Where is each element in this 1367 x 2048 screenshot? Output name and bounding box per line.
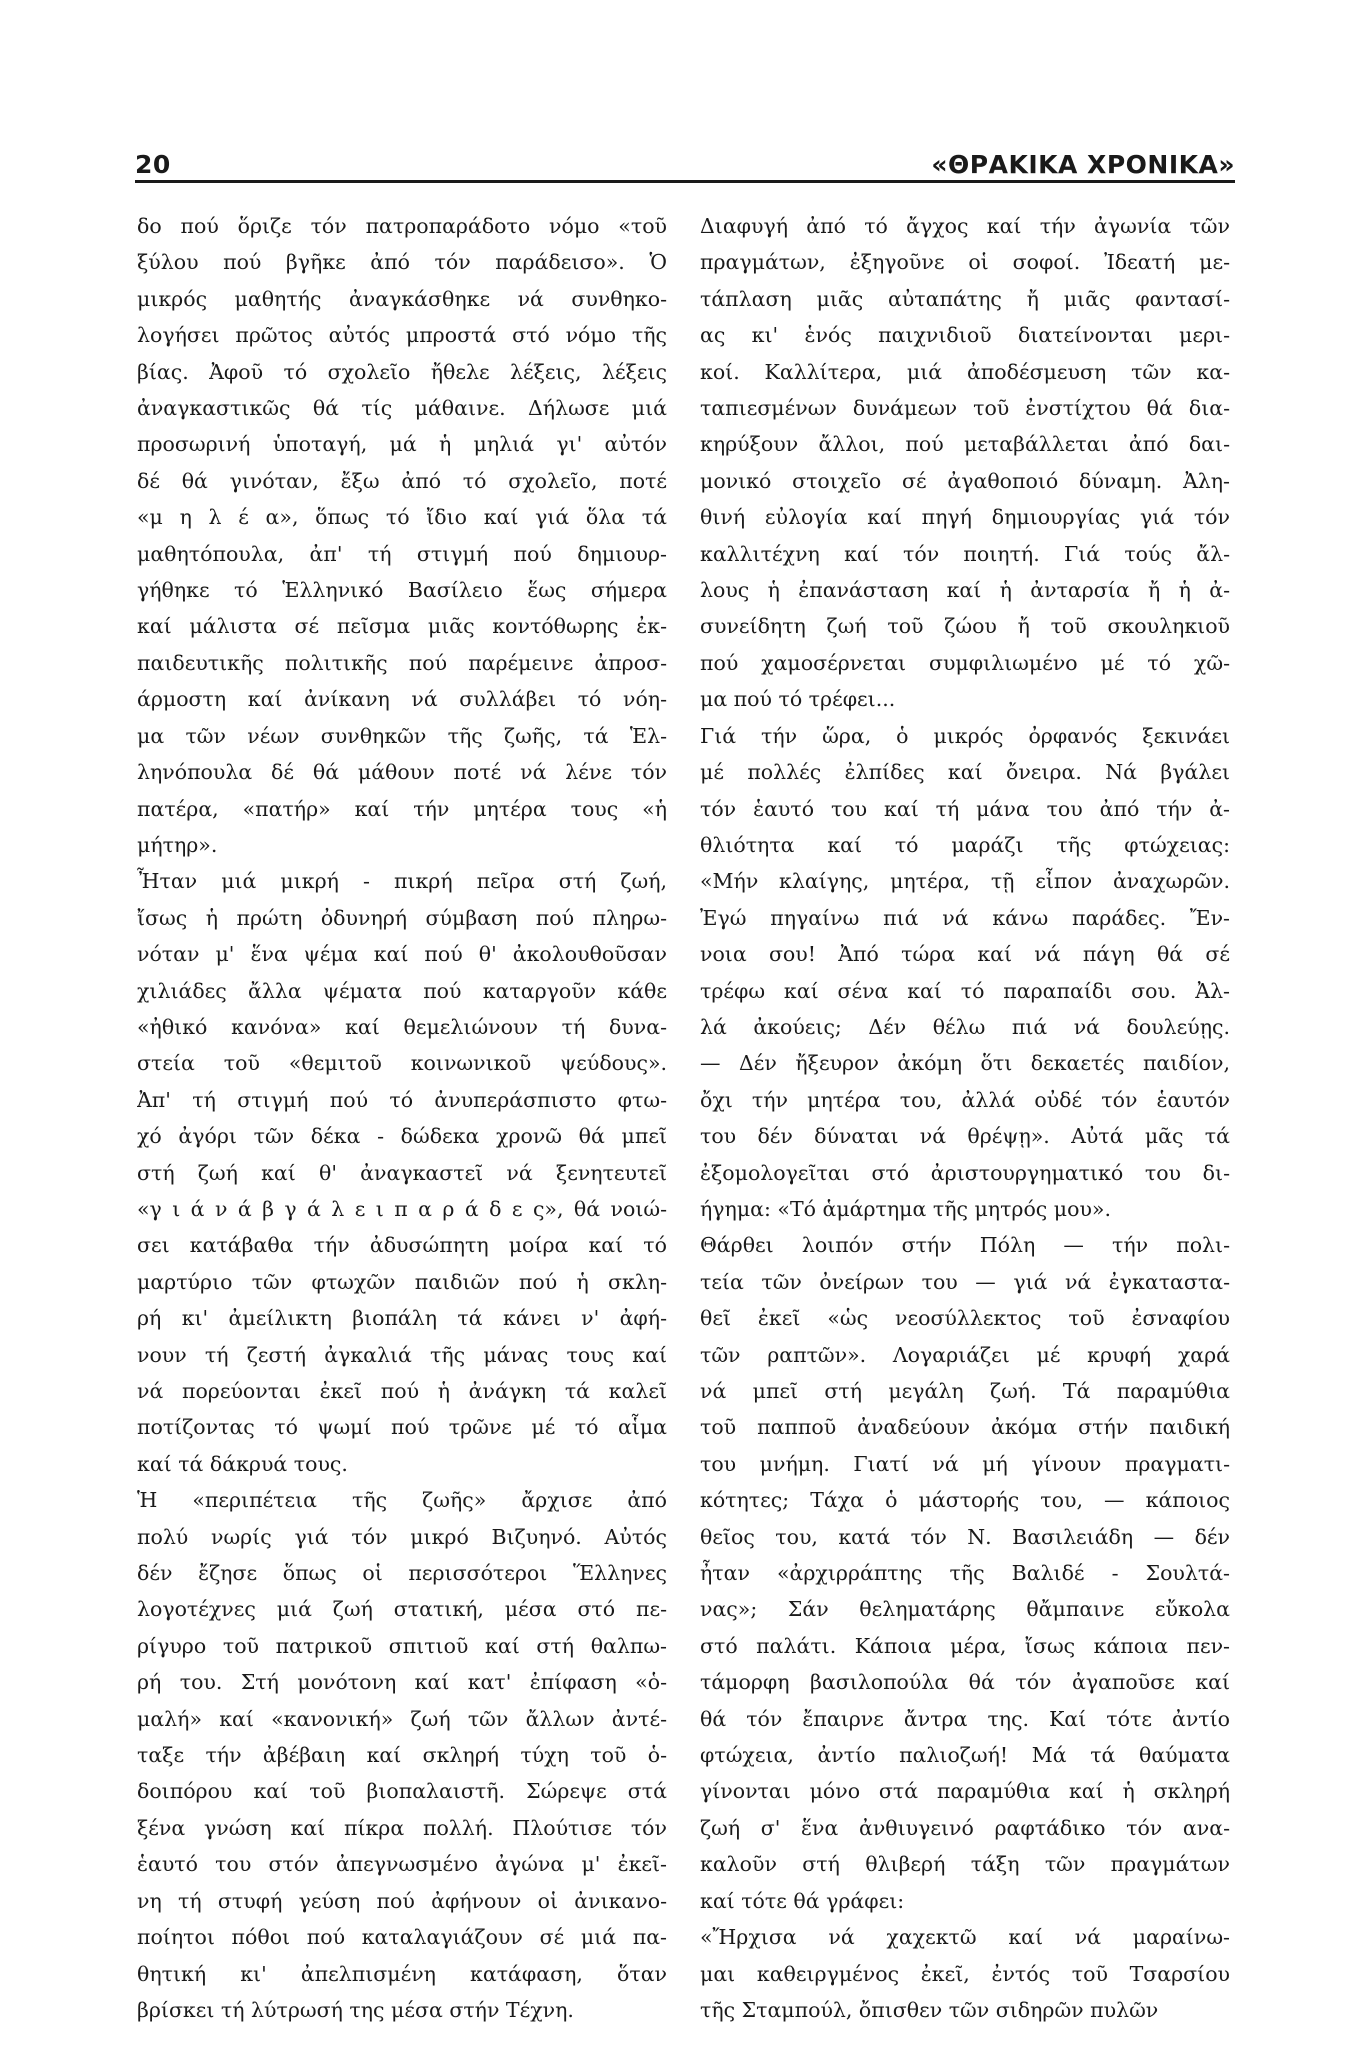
text-line: μαρτύριο τῶν φτωχῶν παιδιῶν πού ἡ σκλη- (137, 1269, 667, 1294)
text-line: «μ η λ έ α», ὅπως τό ἴδιο καί γιά ὅλα τά (137, 505, 667, 530)
text-line: θά τόν ἔπαιρνε ἄντρα της. Καί τότε ἀντίο (700, 1706, 1230, 1731)
right-text-column (700, 208, 1230, 2028)
text-line: καί τότε θά γράφει: (700, 1888, 905, 1913)
text-line: μαλή» καί «κανονική» ζωή τῶν ἄλλων ἀντέ- (137, 1706, 667, 1731)
text-line: μέ πολλές ἐλπίδες καί ὄνειρα. Νά βγάλει (700, 760, 1230, 785)
text-line: ἴσως ἡ πρώτη ὀδυνηρή σύμβαση πού πληρω- (137, 905, 667, 930)
text-line: λά ἀκούεις; Δέν θέλω πιά νά δουλεύῃς. (700, 1014, 1230, 1039)
text-line: του δέν δύναται νά θρέψῃ». Αὐτά μᾶς τά (700, 1124, 1230, 1149)
text-line: κηρύξουν ἄλλοι, πού μεταβάλλεται ἀπό δαι- (700, 432, 1230, 457)
running-header (135, 135, 1235, 179)
text-line: Ἐγώ πηγαίνω πιά νά κάνω παράδες. Ἔν- (700, 905, 1230, 930)
text-line: δέν ἔζησε ὅπως οἱ περισσότεροι Ἕλληνες (137, 1561, 667, 1586)
text-line: μαι καθειργμένος ἐκεῖ, ἐντός τοῦ Τσαρσίου (700, 1961, 1230, 1986)
text-line: Θάρθει λοιπόν στήν Πόλη — τήν πολι- (700, 1233, 1230, 1258)
text-line: φτώχεια, ἀντίο παλιοζωή! Μά τά θαύματα (700, 1743, 1230, 1768)
text-line: τῆς Σταμπούλ, ὄπισθεν τῶν σιδηρῶν πυλῶν (700, 1997, 1159, 2022)
text-line: μα τῶν νέων συνθηκῶν τῆς ζωῆς, τά Ἑλ- (137, 723, 667, 748)
text-line: τοῦ παπποῦ ἀναδεύουν ἀκόμα στήν παιδική (700, 1415, 1230, 1440)
text-line: καί μάλιστα σέ πεῖσμα μιᾶς κοντόθωρης ἐκ- (137, 614, 667, 639)
text-line: προσωρινή ὑποταγή, μά ἡ μηλιά γι' αὐτόν (137, 432, 667, 457)
text-line: νη τή στυφή γεύση πού ἀφήνουν οἱ ἀνικανο- (137, 1888, 667, 1913)
text-line: συνείδητη ζωή τοῦ ζώου ἤ τοῦ σκουληκιοῦ (700, 614, 1230, 639)
text-line: πατέρα, «πατήρ» καί τήν μητέρα τους «ἡ (137, 796, 667, 821)
text-line: καλοῦν στή θλιβερή τάξη τῶν πραγμάτων (700, 1852, 1230, 1877)
text-line: κοί. Καλλίτερα, μιά ἀποδέσμευση τῶν κα- (700, 359, 1230, 384)
text-line: τῶν ραπτῶν». Λογαριάζει μέ κρυφή χαρά (700, 1342, 1230, 1367)
text-line: θητική κι' ἀπελπισμένη κατάφαση, ὅταν (137, 1961, 667, 1986)
text-line: νουν τή ζεστή ἀγκαλιά τῆς μάνας τους καί (137, 1342, 667, 1367)
header-rule (135, 180, 1235, 183)
text-line: νας»; Σάν θεληματάρης θἄμπαινε εὔκολα (700, 1597, 1230, 1622)
text-line: κότητες; Τάχα ὁ μάστορής του, — κάποιος (700, 1488, 1230, 1513)
text-line: ας κι' ἑνός παιχνιδιοῦ διατείνονται μερι- (700, 323, 1230, 348)
text-line: ἑαυτό του στόν ἀπεγνωσμένο ἀγώνα μ' ἐκεῖ- (137, 1852, 667, 1877)
text-line: ήγημα: «Τό ἁμάρτημα τῆς μητρός μου». (700, 1196, 1111, 1221)
text-line: ἀναγκαστικῶς θά τίς μάθαινε. Δήλωσε μιά (137, 396, 667, 421)
text-line: δοιπόρου καί τοῦ βιοπαλαιστῆ. Σώρεψε στά (137, 1779, 667, 1804)
text-line: ὄχι τήν μητέρα του, ἀλλά οὐδέ τόν ἑαυτόν (700, 1087, 1230, 1112)
text-line: νόταν μ' ἕνα ψέμα καί πού θ' ἀκολουθοῦσαν (137, 942, 667, 967)
text-line: μαθητόπουλα, ἀπ' τή στιγμή πού δημιουρ- (137, 541, 667, 566)
text-line: χό ἀγόρι τῶν δέκα - δώδεκα χρονῶ θά μπεῖ (137, 1124, 667, 1149)
text-line: θινή εὐλογία καί πηγή δημιουργίας γιά τόν (700, 505, 1230, 530)
text-line: νά πορεύονται ἐκεῖ πού ἡ ἀνάγκη τά καλεῖ (137, 1379, 667, 1403)
text-line: θεῖ ἐκεῖ «ὡς νεοσύλλεκτος τοῦ ἐσναφίου (700, 1306, 1230, 1331)
text-line: ληνόπουλα δέ θά μάθουν ποτέ νά λένε τόν (137, 760, 667, 785)
text-line: ρίγυρο τοῦ πατρικοῦ σπιτιοῦ καί στή θαλπω- (137, 1633, 667, 1658)
text-line: λογήσει πρῶτος αὐτός μπροστά στό νόμο τῆς (137, 323, 667, 348)
text-line: στεία τοῦ «θεμιτοῦ κοινωνικοῦ ψεύδους». (137, 1051, 667, 1076)
text-line: ζωή σ' ἕνα ἀνθιυγεινό ραφτάδικο τόν ανα- (700, 1815, 1230, 1840)
journal-title: «ΘΡΑΚΙΚΑ ΧΡΟΝΙΚΑ» (931, 150, 1235, 179)
text-line: ξένα γνώση καί πίκρα πολλή. Πλούτισε τόν (137, 1815, 667, 1840)
text-line: Διαφυγή ἀπό τό ἄγχος καί τήν ἀγωνία τῶν (700, 214, 1230, 238)
text-line: ρή του. Στή μονότονη καί κατ' ἐπίφαση «ὁ- (137, 1670, 667, 1695)
text-line: Γιά τήν ὥρα, ὁ μικρός ὀρφανός ξεκινάει (700, 723, 1230, 748)
text-line: στή ζωή καί θ' ἀναγκαστεῖ νά ξενητευτεῖ (137, 1160, 667, 1185)
text-line: τόν ἑαυτό του καί τή μάνα του ἀπό τήν ἀ- (700, 796, 1230, 821)
text-line: μονικό στοιχεῖο σέ ἀγαθοποιό δύναμη. Ἀλη- (700, 468, 1230, 493)
text-line: Ἡ «περιπέτεια τῆς ζωῆς» ἄρχισε ἀπό (137, 1488, 667, 1513)
text-line: «Ἤρχισα νά χαχεκτῶ καί νά μαραίνω- (700, 1925, 1230, 1950)
text-line: ξύλου πού βγῆκε ἀπό τόν παράδεισο». Ὁ (137, 250, 667, 275)
text-line: καλλιτέχνη καί τόν ποιητή. Γιά τούς ἄλ- (700, 541, 1230, 566)
text-line: του μνήμη. Γιατί νά μή γίνουν πραγματι- (700, 1451, 1230, 1476)
text-line: δο πού ὅριζε τόν πατροπαράδοτο νόμο «τοῦ (137, 214, 667, 238)
text-line: άρμοστη καί ἀνίκανη νά συλλάβει τό νόη- (137, 687, 667, 712)
text-line: πολύ νωρίς γιά τόν μικρό Βιζυηνό. Αὐτός (137, 1524, 667, 1549)
text-line: θλιότητα καί τό μαράζι τῆς φτώχειας: (700, 832, 1230, 857)
text-line: ἦταν «ἀρχιρράπτης τῆς Βαλιδέ - Σουλτά- (700, 1561, 1230, 1586)
text-line: νά μπεῖ στή μεγάλη ζωή. Τά παραμύθια (700, 1379, 1230, 1403)
text-line: ποίητοι πόθοι πού καταλαγιάζουν σέ μιά πα- (137, 1925, 667, 1950)
text-line: ταπιεσμένων δυνάμεων τοῦ ἐνστίχτου θά δια- (700, 396, 1230, 421)
text-line: ταξε τήν ἀβέβαιη καί σκληρή τύχη τοῦ ὁ- (137, 1743, 667, 1768)
text-line: λογοτέχνες μιά ζωή στατική, μέσα στό πε- (137, 1597, 667, 1622)
text-line: καί τά δάκρυά τους. (137, 1451, 348, 1476)
text-line: Ἦταν μιά μικρή - πικρή πεῖρα στή ζωή, (137, 869, 667, 894)
text-line: πραγμάτων, ἐξηγοῦνε οἱ σοφοί. Ἰδεατή με- (700, 250, 1230, 275)
text-line: Ἀπ' τή στιγμή πού τό ἀνυπεράσπιστο φτω- (137, 1087, 667, 1112)
text-line: πού χαμοσέρνεται συμφιλιωμένο μέ τό χῶ- (700, 650, 1230, 675)
text-line: μήτηρ». (137, 832, 218, 857)
text-line: βρίσκει τή λύτρωσή της μέσα στήν Τέχνη. (137, 1997, 574, 2022)
text-line: χιλιάδες ἄλλα ψέματα πού καταργοῦν κάθε (137, 978, 667, 1003)
left-text-column (137, 208, 667, 2028)
text-line: στό παλάτι. Κάποια μέρα, ἴσως κάποια πεν- (700, 1633, 1230, 1658)
text-line: θεῖος του, κατά τόν Ν. Βασιλειάδη — δέν (700, 1524, 1230, 1549)
text-line: τάπλαση μιᾶς αὐταπάτης ἤ μιᾶς φαντασί- (700, 286, 1230, 311)
text-line: «ἠθικό κανόνα» καί θεμελιώνουν τή δυνα- (137, 1014, 667, 1039)
text-line: γίνονται μόνο στά παραμύθια καί ἡ σκληρή (700, 1779, 1230, 1804)
text-line: σει κατάβαθα τήν ἀδυσώπητη μοίρα καί τό (137, 1233, 667, 1258)
text-line: — Δέν ἤξευρον ἀκόμη ὅτι δεκαετές παιδίον, (700, 1051, 1230, 1076)
text-line: δέ θά γινόταν, ἔξω ἀπό τό σχολεῖο, ποτέ (137, 468, 667, 493)
text-line: λους ἡ ἐπανάσταση καί ἡ ἀνταρσία ἤ ἡ ἀ- (700, 578, 1230, 603)
text-line: βίας. Ἀφοῦ τό σχολεῖο ἤθελε λέξεις, λέξεις (137, 359, 667, 384)
text-line: ρή κι' ἀμείλικτη βιοπάλη τά κάνει ν' ἀφή- (137, 1306, 667, 1331)
text-line: ἐξομολογεῖται στό ἀριστουργηματικό του δι- (700, 1160, 1230, 1185)
text-line: νοια σου! Ἀπό τώρα καί νά πάγη θά σέ (700, 942, 1230, 967)
page-number: 20 (135, 150, 171, 179)
text-line: τρέφω καί σένα καί τό παραπαίδι σου. Ἀλ- (700, 978, 1230, 1003)
text-line: τεία τῶν ὀνείρων του — γιά νά ἐγκαταστα- (700, 1269, 1230, 1294)
text-line: παιδευτικῆς πολιτικῆς πού παρέμεινε ἀπροσ- (137, 650, 667, 675)
text-line: ποτίζοντας τό ψωμί πού τρῶνε μέ τό αἷμα (137, 1415, 667, 1440)
text-line: «γ ι ά ν ά β γ ά λ ε ι π α ρ ά δ ε ς», θά νοιώ- (137, 1196, 667, 1221)
text-line: τάμορφη βασιλοπούλα θά τόν ἀγαποῦσε καί (700, 1670, 1230, 1695)
text-line: «Μήν κλαίγης, μητέρα, τῇ εἶπον ἀναχωρῶν. (700, 869, 1230, 894)
text-line: μικρός μαθητής ἀναγκάσθηκε νά συνθηκο- (137, 286, 667, 311)
text-line: γήθηκε τό Ἑλληνικό Βασίλειο ἕως σήμερα (137, 578, 667, 603)
text-line: μα πού τό τρέφει... (700, 687, 896, 712)
